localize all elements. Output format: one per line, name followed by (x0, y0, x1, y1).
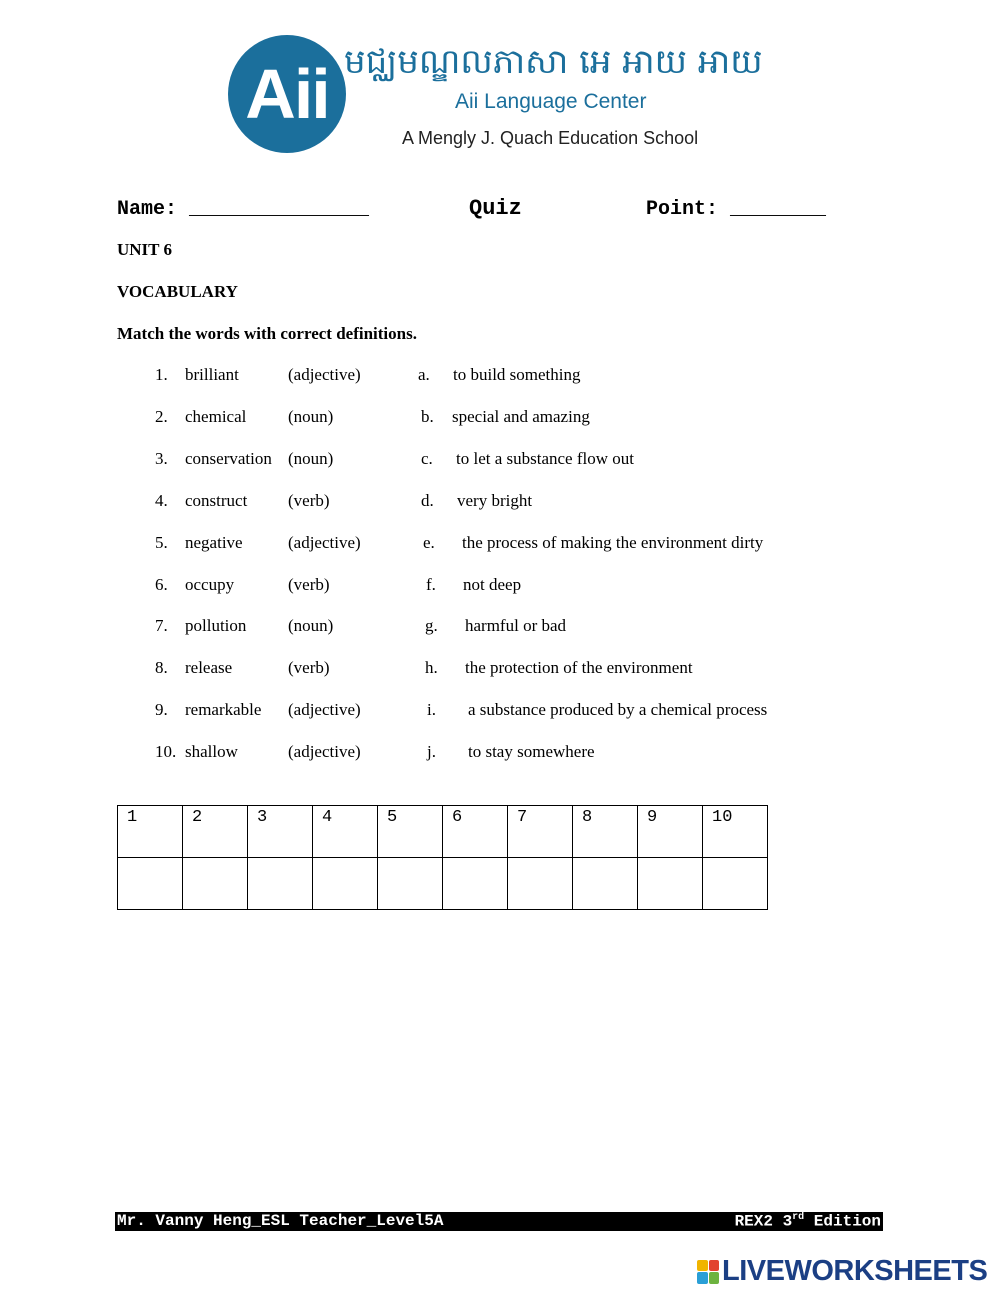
liveworksheets-cube-icon (697, 1260, 719, 1284)
name-field[interactable]: Name: _______________ (117, 198, 370, 221)
part-of-speech: (noun) (288, 616, 334, 635)
answer-input-cell[interactable] (573, 858, 638, 910)
answer-input-value[interactable] (508, 858, 572, 860)
cube-square-v (697, 1272, 708, 1284)
logo-school-name: Aii Language Center (455, 90, 647, 113)
answer-grid-number-cell (573, 806, 638, 858)
logo-mark-text: Aii (245, 55, 329, 133)
answer-grid-number: 6 (452, 808, 463, 827)
vocabulary-word: chemical (185, 407, 247, 426)
definition-letter: e. (423, 533, 435, 552)
answer-grid-number: 4 (322, 808, 333, 827)
answer-input-value[interactable] (443, 858, 507, 860)
word-number: 2. (155, 407, 168, 426)
logo-tagline: A Mengly J. Quach Education School (402, 128, 699, 148)
word-number: 9. (155, 700, 168, 719)
cube-square-e (709, 1272, 720, 1284)
liveworksheets-wordmark: LIVEWORKSHEETS (722, 1255, 988, 1287)
vocabulary-word: pollution (185, 616, 247, 635)
definition-letter: g. (425, 616, 438, 635)
answer-input-value[interactable] (703, 858, 767, 860)
footer-teacher: Mr. Vanny Heng_ESL Teacher_Level5A (117, 1212, 444, 1230)
definition-letter: d. (421, 491, 434, 510)
vocabulary-word: conservation (185, 449, 272, 468)
answer-grid-number: 8 (582, 808, 593, 827)
answer-input-value[interactable] (638, 858, 702, 860)
answer-input-value[interactable] (183, 858, 247, 860)
definition-text: very bright (457, 491, 533, 510)
footer-edition-suffix: Edition (804, 1212, 881, 1231)
definition-letter: f. (426, 575, 436, 594)
answer-input-cell[interactable] (508, 858, 573, 910)
definition-letter: h. (425, 658, 438, 677)
part-of-speech: (verb) (288, 491, 330, 510)
word-number: 10. (155, 742, 177, 761)
answer-input-cell[interactable] (248, 858, 313, 910)
answer-grid-number: 7 (517, 808, 528, 827)
liveworksheets-brand (697, 1255, 987, 1288)
part-of-speech: (adjective) (288, 533, 361, 552)
footer-bar (115, 1212, 883, 1231)
answer-grid-number-cell (703, 806, 768, 858)
definition-text: to stay somewhere (468, 742, 595, 761)
definition-letter: a. (418, 365, 430, 384)
point-field[interactable]: Point: ________ (646, 198, 827, 221)
answer-input-value[interactable] (573, 858, 637, 860)
answer-input-cell[interactable] (703, 858, 768, 910)
footer-edition-book: REX2 3 (734, 1212, 793, 1231)
answer-grid-number: 9 (647, 808, 658, 827)
vocabulary-word: negative (185, 533, 243, 552)
definition-letter: i. (427, 700, 436, 719)
answer-grid-number-cell (118, 806, 183, 858)
vocabulary-word: construct (185, 491, 248, 510)
answer-grid-number: 1 (127, 808, 138, 827)
instruction-text: Match the words with correct definitions. (117, 324, 417, 343)
definition-text: not deep (463, 575, 522, 594)
answer-grid-number: 2 (192, 808, 203, 827)
vocabulary-word: occupy (185, 575, 235, 594)
part-of-speech: (noun) (288, 407, 334, 426)
answer-grid-header-row (118, 806, 768, 858)
definition-text: harmful or bad (465, 616, 567, 635)
section-heading: VOCABULARY (117, 282, 238, 301)
part-of-speech: (noun) (288, 449, 334, 468)
answer-grid-number-cell (248, 806, 313, 858)
answer-grid-number-cell (183, 806, 248, 858)
logo-mark (228, 35, 346, 153)
part-of-speech: (adjective) (288, 365, 361, 384)
answer-input-cell[interactable] (378, 858, 443, 910)
answer-grid-number-cell (638, 806, 703, 858)
answer-input-cell[interactable] (183, 858, 248, 910)
definition-text: to build something (453, 365, 581, 384)
answer-grid-number: 10 (712, 808, 733, 827)
vocabulary-word: shallow (185, 742, 238, 761)
word-number: 7. (155, 616, 168, 635)
answer-input-cell[interactable] (638, 858, 703, 910)
answer-input-cell[interactable] (313, 858, 378, 910)
definition-letter: j. (427, 742, 436, 761)
page-title: Quiz (469, 196, 522, 221)
answer-grid-number-cell (378, 806, 443, 858)
answer-grid (117, 805, 768, 910)
definition-text: the protection of the environment (465, 658, 693, 677)
cube-square-l (697, 1260, 708, 1272)
answer-input-value[interactable] (118, 858, 182, 860)
word-number: 6. (155, 575, 168, 594)
answer-grid-number-cell (508, 806, 573, 858)
word-number: 3. (155, 449, 168, 468)
footer-edition (735, 1212, 881, 1230)
answer-grid-number: 5 (387, 808, 398, 827)
definition-text: special and amazing (452, 407, 590, 426)
word-number: 4. (155, 491, 168, 510)
definition-letter: b. (421, 407, 434, 426)
definition-text: a substance produced by a chemical process (468, 700, 768, 719)
footer-edition-sup: rd (792, 1212, 805, 1223)
answer-input-cell[interactable] (118, 858, 183, 910)
definition-text: to let a substance flow out (456, 449, 634, 468)
part-of-speech: (adjective) (288, 742, 361, 761)
vocabulary-word: remarkable (185, 700, 262, 719)
cube-square-i (709, 1260, 720, 1272)
part-of-speech: (adjective) (288, 700, 361, 719)
word-number: 5. (155, 533, 168, 552)
word-number: 1. (155, 365, 168, 384)
word-number: 8. (155, 658, 168, 677)
answer-grid-number: 3 (257, 808, 268, 827)
definition-letter: c. (421, 449, 433, 468)
vocabulary-word: brilliant (185, 365, 239, 384)
answer-input-cell[interactable] (443, 858, 508, 910)
part-of-speech: (verb) (288, 658, 330, 677)
definition-text: the process of making the environment dirty (462, 533, 764, 552)
answer-grid-number-cell (443, 806, 508, 858)
logo-khmer-name: មជ្ឈមណ្ឌលភាសា អេ អាយ អាយ (344, 42, 763, 82)
answer-input-value[interactable] (378, 858, 442, 860)
vocabulary-word: release (185, 658, 233, 677)
answer-input-value[interactable] (248, 858, 312, 860)
answer-grid-number-cell (313, 806, 378, 858)
answer-input-value[interactable] (313, 858, 377, 860)
part-of-speech: (verb) (288, 575, 330, 594)
unit-heading: UNIT 6 (117, 240, 172, 259)
answer-grid-answer-row (118, 858, 768, 910)
